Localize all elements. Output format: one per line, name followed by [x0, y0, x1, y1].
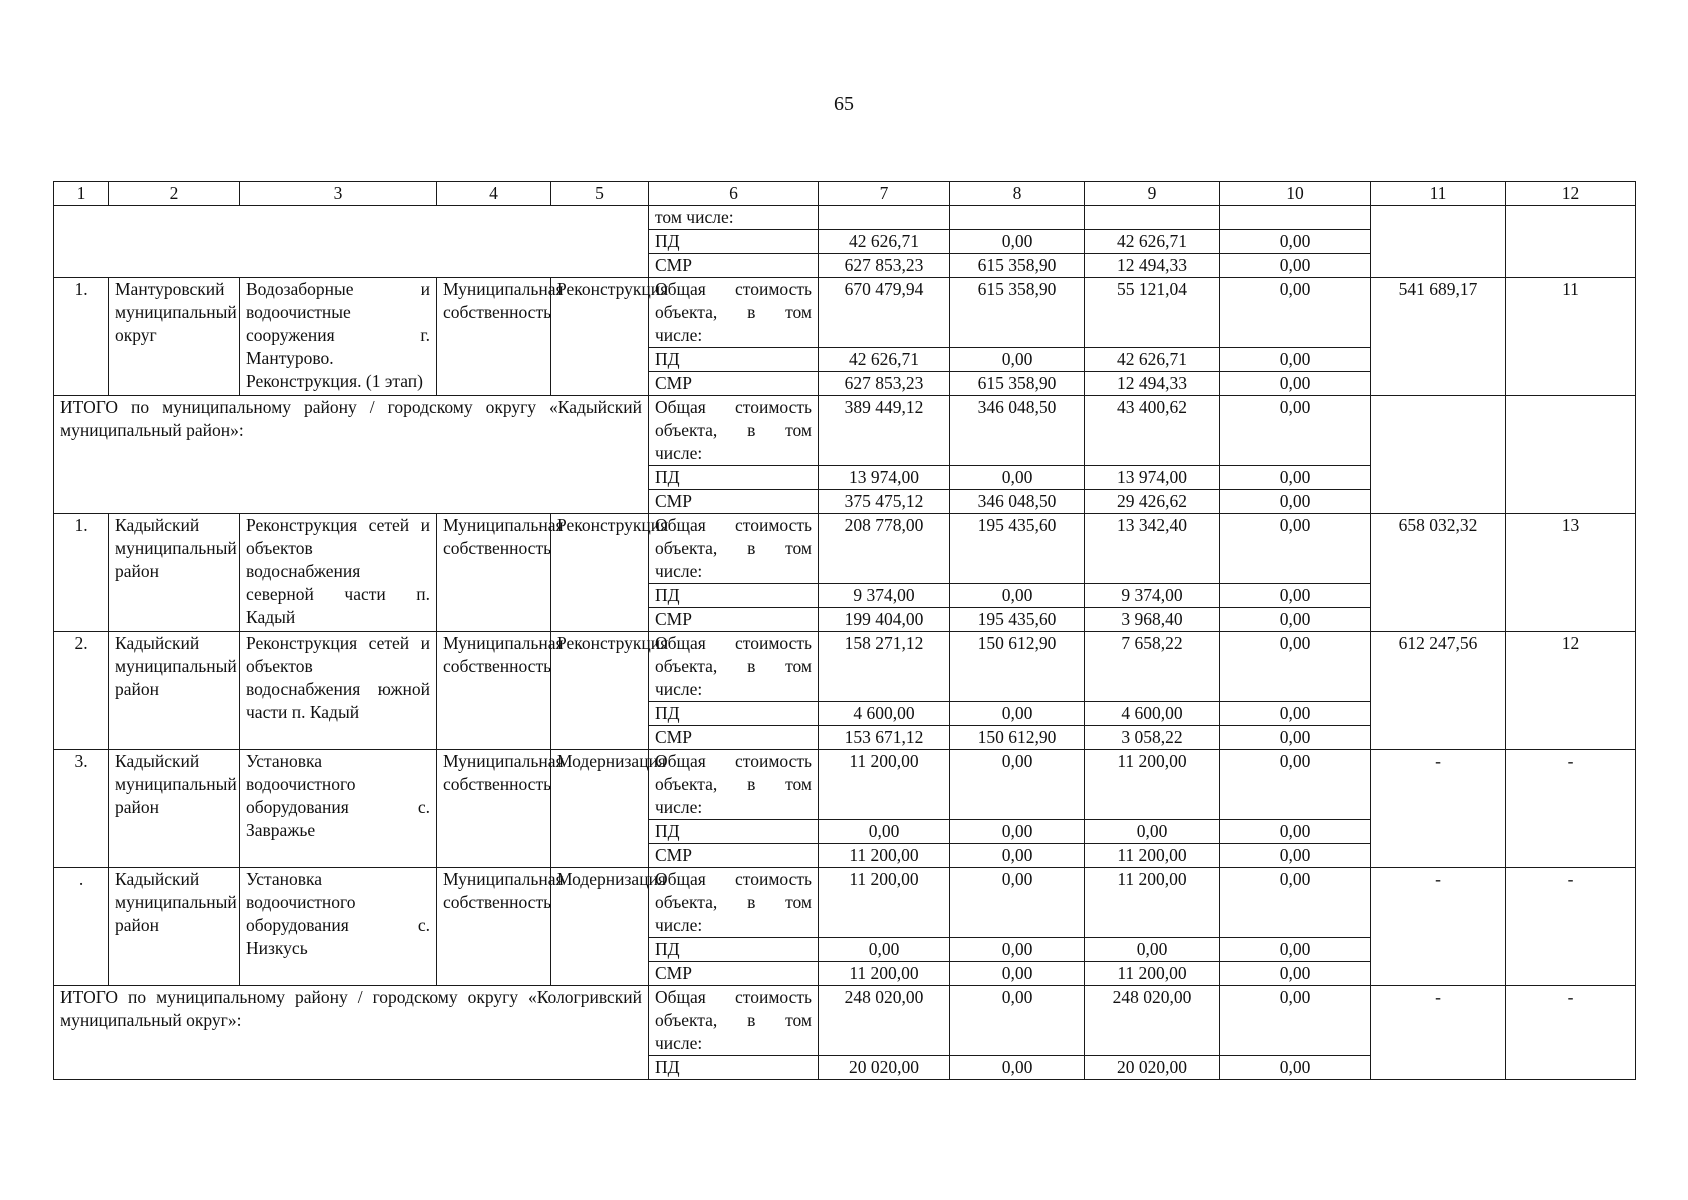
blank-cell — [54, 206, 649, 278]
smr-label: СМР — [649, 608, 819, 632]
value-col-8: 0,00 — [950, 820, 1085, 844]
value-col-10: 0,00 — [1220, 348, 1371, 372]
pd-label: ПД — [649, 820, 819, 844]
value-col-8: 0,00 — [950, 348, 1085, 372]
item-owner: Мантуровский муниципальный округ — [109, 278, 240, 396]
value-col-10: 0,00 — [1220, 372, 1371, 396]
item-ownership: Муниципальная собственность — [437, 750, 551, 868]
column-header-1: 1 — [54, 182, 109, 206]
column-header-8: 8 — [950, 182, 1085, 206]
value-col-7: 11 200,00 — [819, 868, 950, 938]
smr-label: СМР — [649, 490, 819, 514]
column-header-7: 7 — [819, 182, 950, 206]
blank-cell — [1085, 206, 1220, 230]
col-11-cell: - — [1371, 986, 1506, 1080]
column-header-12: 12 — [1506, 182, 1636, 206]
column-header-10: 10 — [1220, 182, 1371, 206]
smr-label: СМР — [649, 254, 819, 278]
value-col-9: 11 200,00 — [1085, 750, 1220, 820]
column-header-4: 4 — [437, 182, 551, 206]
value-col-10: 0,00 — [1220, 254, 1371, 278]
value-col-7: 13 974,00 — [819, 466, 950, 490]
value-col-9: 4 600,00 — [1085, 702, 1220, 726]
value-col-10: 0,00 — [1220, 868, 1371, 938]
smr-label: СМР — [649, 372, 819, 396]
item-number: 1. — [54, 278, 109, 396]
column-header-5: 5 — [551, 182, 649, 206]
value-col-7: 627 853,23 — [819, 254, 950, 278]
col-12-cell: 13 — [1506, 514, 1636, 632]
value-col-7: 670 479,94 — [819, 278, 950, 348]
total-row — [54, 986, 1636, 1056]
value-col-10: 0,00 — [1220, 962, 1371, 986]
value-col-9: 55 121,04 — [1085, 278, 1220, 348]
value-col-9: 248 020,00 — [1085, 986, 1220, 1056]
total-cost-label: Общая стоимость объекта, в том числе: — [649, 632, 819, 702]
value-col-8: 615 358,90 — [950, 372, 1085, 396]
value-col-8: 150 612,90 — [950, 632, 1085, 702]
item-object: Реконструкция сетей и объектов водоснабжения южной части п. Кадый — [240, 632, 437, 750]
value-col-7: 208 778,00 — [819, 514, 950, 584]
value-col-7: 153 671,12 — [819, 726, 950, 750]
column-header-3: 3 — [240, 182, 437, 206]
value-col-8: 0,00 — [950, 702, 1085, 726]
value-col-10: 0,00 — [1220, 608, 1371, 632]
value-col-8: 346 048,50 — [950, 490, 1085, 514]
col-11-cell: 612 247,56 — [1371, 632, 1506, 750]
value-col-10: 0,00 — [1220, 632, 1371, 702]
pd-label: ПД — [649, 230, 819, 254]
value-col-9: 11 200,00 — [1085, 868, 1220, 938]
total-label: ИТОГО по муниципальному району / городскому округу «Кологривский муниципальный округ»: — [54, 986, 649, 1080]
column-header-9: 9 — [1085, 182, 1220, 206]
value-col-7: 42 626,71 — [819, 348, 950, 372]
value-col-7: 20 020,00 — [819, 1056, 950, 1080]
blank-cell — [819, 206, 950, 230]
value-col-9: 0,00 — [1085, 820, 1220, 844]
value-col-10: 0,00 — [1220, 490, 1371, 514]
item-work-type: Реконструкция — [551, 278, 649, 396]
item-work-type: Реконструкция — [551, 632, 649, 750]
total-cost-label: Общая стоимость объекта, в том числе: — [649, 986, 819, 1056]
value-col-10: 0,00 — [1220, 1056, 1371, 1080]
col-11-cell: 658 032,32 — [1371, 514, 1506, 632]
total-row — [54, 396, 1636, 466]
value-col-8: 195 435,60 — [950, 514, 1085, 584]
value-col-8: 0,00 — [950, 844, 1085, 868]
column-header-2: 2 — [109, 182, 240, 206]
value-col-7: 389 449,12 — [819, 396, 950, 466]
col-12-cell: 11 — [1506, 278, 1636, 396]
value-col-10: 0,00 — [1220, 584, 1371, 608]
value-col-9: 9 374,00 — [1085, 584, 1220, 608]
value-col-9: 29 426,62 — [1085, 490, 1220, 514]
continuation-row — [54, 206, 1636, 230]
value-col-7: 0,00 — [819, 938, 950, 962]
item-row — [54, 868, 1636, 938]
col-11-cell — [1371, 396, 1506, 514]
value-col-8: 615 358,90 — [950, 254, 1085, 278]
value-col-10: 0,00 — [1220, 396, 1371, 466]
item-row — [54, 514, 1636, 584]
pd-label: ПД — [649, 466, 819, 490]
header-row — [54, 182, 1636, 206]
item-ownership: Муниципальная собственность — [437, 632, 551, 750]
item-work-type: Реконструкция — [551, 514, 649, 632]
value-col-9: 20 020,00 — [1085, 1056, 1220, 1080]
value-col-9: 11 200,00 — [1085, 844, 1220, 868]
item-number: 1. — [54, 514, 109, 632]
value-col-10: 0,00 — [1220, 702, 1371, 726]
value-col-9: 12 494,33 — [1085, 372, 1220, 396]
smr-label: СМР — [649, 726, 819, 750]
value-col-10: 0,00 — [1220, 466, 1371, 490]
col-12-cell — [1506, 396, 1636, 514]
col-12-cell: 12 — [1506, 632, 1636, 750]
value-col-9: 7 658,22 — [1085, 632, 1220, 702]
item-row — [54, 278, 1636, 348]
total-cost-label: Общая стоимость объекта, в том числе: — [649, 868, 819, 938]
value-col-10: 0,00 — [1220, 938, 1371, 962]
pd-label: ПД — [649, 348, 819, 372]
col-11-cell: 541 689,17 — [1371, 278, 1506, 396]
blank-cell — [1506, 206, 1636, 278]
blank-cell — [1220, 206, 1371, 230]
total-cost-label: Общая стоимость объекта, в том числе: — [649, 750, 819, 820]
item-ownership: Муниципальная собственность — [437, 278, 551, 396]
item-row — [54, 632, 1636, 702]
blank-cell — [1371, 206, 1506, 278]
item-owner: Кадыйский муниципальный район — [109, 632, 240, 750]
value-col-7: 42 626,71 — [819, 230, 950, 254]
value-col-10: 0,00 — [1220, 844, 1371, 868]
value-col-9: 12 494,33 — [1085, 254, 1220, 278]
value-col-8: 0,00 — [950, 986, 1085, 1056]
col-12-cell: - — [1506, 986, 1636, 1080]
item-owner: Кадыйский муниципальный район — [109, 750, 240, 868]
item-work-type: Модернизация — [551, 750, 649, 868]
value-col-7: 11 200,00 — [819, 844, 950, 868]
value-col-9: 3 058,22 — [1085, 726, 1220, 750]
value-col-9: 13 974,00 — [1085, 466, 1220, 490]
value-col-7: 9 374,00 — [819, 584, 950, 608]
item-object: Установка водоочистного оборудования с. Завражье — [240, 750, 437, 868]
value-col-9: 13 342,40 — [1085, 514, 1220, 584]
total-cost-label: Общая стоимость объекта, в том числе: — [649, 396, 819, 466]
value-col-9: 0,00 — [1085, 938, 1220, 962]
value-col-10: 0,00 — [1220, 514, 1371, 584]
value-col-10: 0,00 — [1220, 230, 1371, 254]
total-cost-label: Общая стоимость объекта, в том числе: — [649, 278, 819, 348]
value-col-8: 0,00 — [950, 868, 1085, 938]
value-col-8: 0,00 — [950, 962, 1085, 986]
pd-label: ПД — [649, 1056, 819, 1080]
item-object: Водозаборные и водоочистные сооружения г. Мантурово. Реконструкция. (1 этап) — [240, 278, 437, 396]
item-ownership: Муниципальная собственность — [437, 514, 551, 632]
item-object: Реконструкция сетей и объектов водоснабжения северной части п. Кадый — [240, 514, 437, 632]
value-col-9: 3 968,40 — [1085, 608, 1220, 632]
value-col-8: 346 048,50 — [950, 396, 1085, 466]
item-ownership: Муниципальная собственность — [437, 868, 551, 986]
value-col-8: 0,00 — [950, 750, 1085, 820]
value-col-7: 4 600,00 — [819, 702, 950, 726]
value-col-7: 158 271,12 — [819, 632, 950, 702]
value-col-7: 248 020,00 — [819, 986, 950, 1056]
value-col-10: 0,00 — [1220, 726, 1371, 750]
value-col-8: 195 435,60 — [950, 608, 1085, 632]
item-work-type: Модернизация — [551, 868, 649, 986]
value-col-10: 0,00 — [1220, 278, 1371, 348]
total-cost-label: Общая стоимость объекта, в том числе: — [649, 514, 819, 584]
smr-label: СМР — [649, 962, 819, 986]
value-col-7: 627 853,23 — [819, 372, 950, 396]
value-col-8: 0,00 — [950, 466, 1085, 490]
item-owner: Кадыйский муниципальный район — [109, 514, 240, 632]
value-col-7: 11 200,00 — [819, 962, 950, 986]
pd-label: ПД — [649, 702, 819, 726]
value-col-8: 0,00 — [950, 938, 1085, 962]
item-object: Установка водоочистного оборудования с. Низкусь — [240, 868, 437, 986]
item-number: . — [54, 868, 109, 986]
pd-label: ПД — [649, 938, 819, 962]
value-col-10: 0,00 — [1220, 986, 1371, 1056]
item-type-label: том числе: — [649, 206, 819, 230]
col-11-cell: - — [1371, 868, 1506, 986]
col-12-cell: - — [1506, 750, 1636, 868]
investment-table — [53, 181, 1636, 1080]
value-col-8: 0,00 — [950, 230, 1085, 254]
smr-label: СМР — [649, 844, 819, 868]
value-col-8: 0,00 — [950, 1056, 1085, 1080]
value-col-8: 0,00 — [950, 584, 1085, 608]
pd-label: ПД — [649, 584, 819, 608]
column-header-6: 6 — [649, 182, 819, 206]
column-header-11: 11 — [1371, 182, 1506, 206]
value-col-9: 42 626,71 — [1085, 230, 1220, 254]
value-col-8: 615 358,90 — [950, 278, 1085, 348]
total-label: ИТОГО по муниципальному району / городскому округу «Кадыйский муниципальный район»: — [54, 396, 649, 514]
item-row — [54, 750, 1636, 820]
item-number: 3. — [54, 750, 109, 868]
value-col-9: 43 400,62 — [1085, 396, 1220, 466]
blank-cell — [950, 206, 1085, 230]
value-col-10: 0,00 — [1220, 820, 1371, 844]
value-col-7: 11 200,00 — [819, 750, 950, 820]
value-col-7: 199 404,00 — [819, 608, 950, 632]
col-12-cell: - — [1506, 868, 1636, 986]
value-col-7: 375 475,12 — [819, 490, 950, 514]
value-col-8: 150 612,90 — [950, 726, 1085, 750]
value-col-9: 11 200,00 — [1085, 962, 1220, 986]
col-11-cell: - — [1371, 750, 1506, 868]
item-number: 2. — [54, 632, 109, 750]
item-owner: Кадыйский муниципальный район — [109, 868, 240, 986]
page-number: 65 — [834, 93, 854, 115]
value-col-7: 0,00 — [819, 820, 950, 844]
value-col-9: 42 626,71 — [1085, 348, 1220, 372]
value-col-10: 0,00 — [1220, 750, 1371, 820]
